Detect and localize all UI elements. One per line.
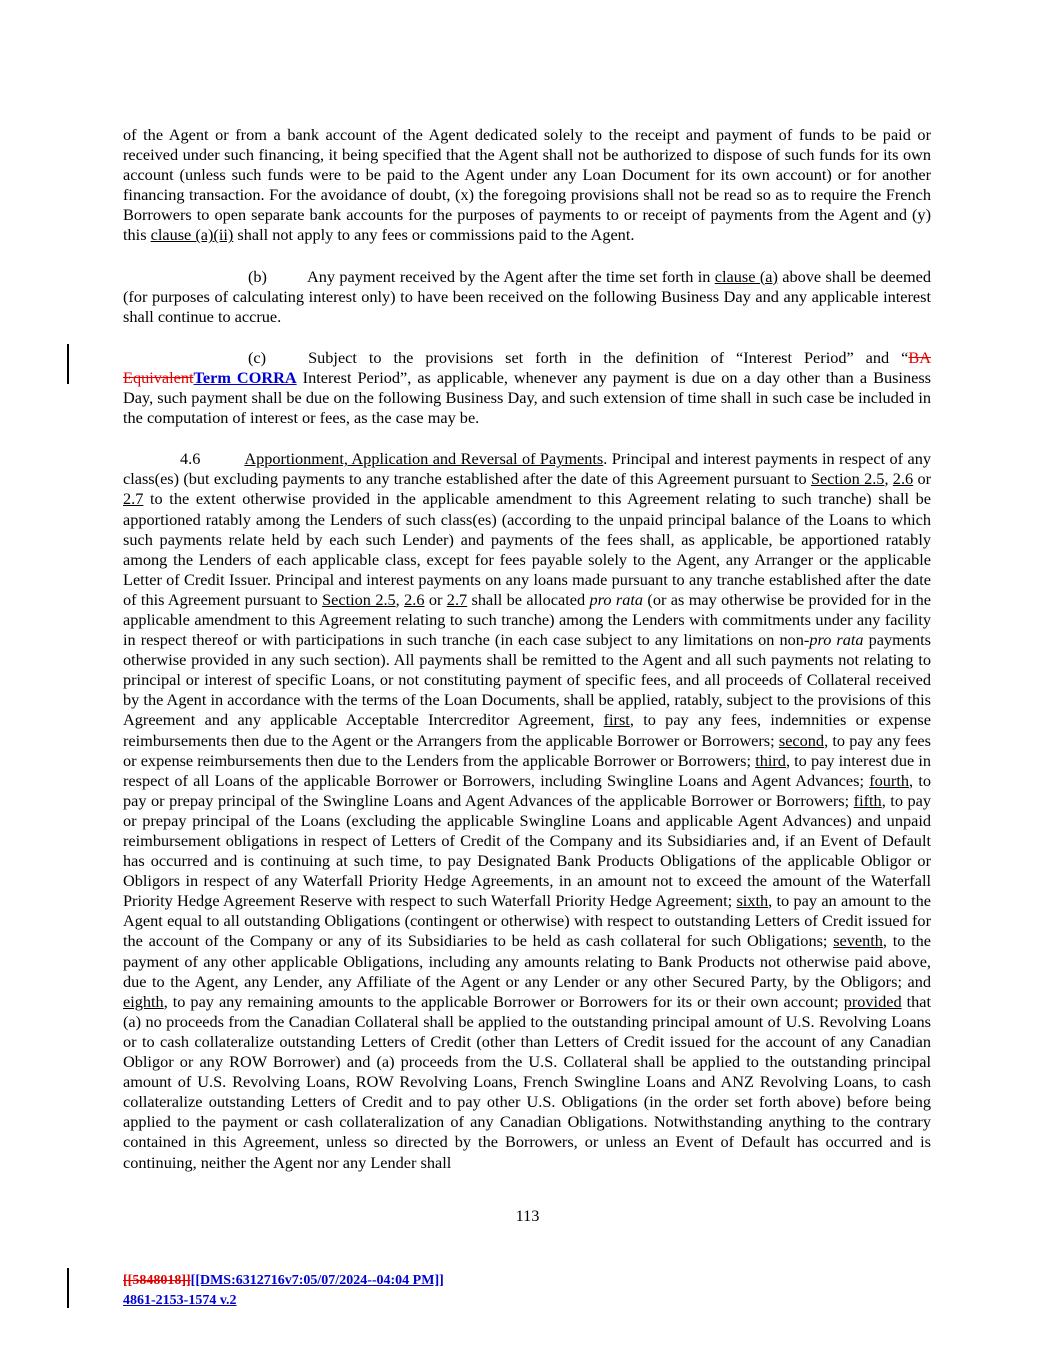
text-run: , to pay any fees or expense reimbursements then due to the Lenders from the applicable Borrower or Borrowers; <box>123 730 931 770</box>
text-run: third <box>755 750 786 770</box>
text-run: , to pay or prepay principal of the Loans (excluding the applicable Swingline Loans and applicable Agent Advances) and unpaid reimbursement obligations in respect of Letters of Credit of the Company and its Subsidiaries and, if an Event of Default has occurred and is continuing at such time, to pay Designated Bank Products Obligations of the applicable Obligor or Obligors in respect of any Waterfall Priority Hedge Agreements, in an amount not to exceed the amount of the Waterfall Priority Hedge Agreement Reserve with respect to such Waterfall Priority Hedge Agreement; <box>123 790 931 911</box>
text-run: , to the payment of any other applicable Obligations, including any amounts relating to Bank Products not otherwise paid above, due to the Agent, any Lender, any Affiliate of the Agent or any Lender or any other Secured Party, by the Obligors; and <box>123 931 932 991</box>
text-run: 2.6 <box>404 589 425 609</box>
text-run: Subject to the provisions set forth in the definition of “Interest Period” and “ <box>308 347 909 367</box>
text-run: . Principal and interest payments in respect of any class(es) (but excluding payments to any tranche established after the date of this Agreement pursuant to <box>123 449 931 489</box>
page-number: 113 <box>515 1206 540 1225</box>
text-run: or <box>424 589 447 609</box>
text-run: (or as may otherwise be provided for in the applicable amendment to this Agreement relating to such tranche) among the Lenders with commitments under any facility in respect thereof or with participations in such tranche (in each case subject to any limitations on non- <box>123 589 932 650</box>
tab-spacer <box>200 449 244 469</box>
text-run: provided <box>843 991 902 1011</box>
text-run: 2.7 <box>446 589 468 609</box>
text-run: of the Agent or from a bank account of the Agent dedicated solely to the receipt and payment of funds to be paid or received under such financing, it being specified that the Agent shall not be authorized to dispose of such funds for its own account (unless such funds were to be paid to the Agent under any Loan Document for its own account) or for another financing transaction. For the avoidance of doubt, (x) the foregoing provisions shall not be read so as to require the French Borrowers to open separate bank accounts for the purposes of payments to or receipt of payments from the Agent and (y) this <box>123 125 931 245</box>
text-run: that (a) no proceeds from the Canadian Collateral shall be applied to the outstanding principal amount of U.S. Revolving Loans or to cash collateralize outstanding Letters of Credit (other than Letters of Credit issued for the account of any Canadian Obligor or any ROW Borrower) and (a) proceeds from the U.S. Collateral shall be applied to the outstanding principal amount of U.S. Revolving Loans, ROW Revolving Loans, French Swingline Loans and ANZ Revolving Loans, to cash collateralize outstanding Letters of Credit and to pay other U.S. Obligations (in the order set forth above) before being applied to the payment or cash collateralization of any Canadian Obligations. Notwithstanding anything to the contrary contained in this Agreement, unless so directed by the Borrowers, or unless an Event of Default has occurred and is continuing, neither the Agent nor any Lender shall <box>123 991 932 1172</box>
text-run: (c) <box>248 347 267 367</box>
document-footer <box>123 1271 444 1310</box>
text-run: second <box>778 730 825 750</box>
text-run: 4861-2153-1574 v.2 <box>123 1292 237 1308</box>
tab-spacer <box>267 267 307 287</box>
text-run: Apportionment, Application and Reversal of Payments <box>244 449 604 469</box>
text-run: [[5848018]] <box>123 1273 191 1288</box>
paragraph-section-4-6 <box>123 449 931 1172</box>
text-run: first <box>603 710 630 730</box>
change-bar-paragraph-c <box>67 344 69 384</box>
text-run: , to pay or prepay principal of the Swingline Loans and Agent Advances of the applicable Borrower or Borrowers; <box>123 770 931 810</box>
text-run: , <box>395 589 405 609</box>
paragraph-b <box>123 267 931 327</box>
text-run: , to pay an amount to the Agent equal to all outstanding Obligations (contingent or otherwise) with respect to outstanding Letters of Credit issued for the account of the Company or any of its Subsidiaries to be held as cash collateral for such Obligations; <box>123 891 932 951</box>
text-run: to the extent otherwise provided in the applicable amendment to this Agreement relating to such tranche) shall be apportioned ratably among the Lenders of such class(es) (according to the unpaid principal balance of the Loans to which such payments relate held by each such Lender) and payments of the fees shall, as applicable, be apportioned ratably among the Lenders of each applicable class, except for fees payable solely to the Agent, any Arranger or the applicable Letter of Credit Issuer. Principal and interest payments on any loans made pursuant to any tranche established after the date of this Agreement pursuant to <box>123 489 931 609</box>
text-run: shall not apply to any fees or commissions paid to the Agent. <box>233 225 635 245</box>
text-run: shall be allocated <box>467 589 590 609</box>
text-run: above shall be deemed (for purposes of calculating interest only) to have been received on the following Business Day and any applicable interest shall continue to accrue. <box>123 266 931 326</box>
text-run: pro rata <box>589 589 644 609</box>
text-run: payments otherwise provided in any such section). All payments shall be remitted to the Agent and all such payments not relating to principal or interest of specific Loans, or not constituting payment of specific fees, and all proceeds of Collateral received by the Agent in accordance with the terms of the Loan Documents, shall be applied, ratably, subject to the provisions of this Agreement and any applicable Acceptable Intercreditor Agreement, <box>123 630 931 730</box>
text-run: (b) <box>248 266 267 286</box>
text-run: clause (a)(ii) <box>150 225 234 245</box>
text-run: , to pay any remaining amounts to the applicable Borrower or Borrowers for its or their own account; <box>163 991 844 1011</box>
text-run: Term CORRA <box>193 367 297 387</box>
text-run: 2.6 <box>892 469 914 489</box>
text-run: seventh <box>833 931 883 951</box>
footer-line-1 <box>123 1271 444 1291</box>
text-run: , to pay interest due in respect of all Loans of the applicable Borrower or Borrowers, including Swingline Loans and Agent Advances; <box>123 750 931 790</box>
document-body <box>123 125 931 1173</box>
text-run: eighth <box>123 991 164 1011</box>
text-run: or <box>913 469 932 489</box>
text-run: [[DMS:6312716v7:05/07/2024--04:04 PM]] <box>190 1273 444 1288</box>
text-run: Section 2.5 <box>810 469 885 489</box>
text-run: Any payment received by the Agent after the time set forth in <box>306 266 715 286</box>
text-run: clause (a) <box>714 266 778 286</box>
text-run: fifth <box>853 790 882 810</box>
paragraph-a-continuation <box>123 125 931 246</box>
change-bar-footer <box>67 1268 69 1308</box>
footer-line-2 <box>123 1291 444 1311</box>
text-run: Interest Period”, as applicable, whenever any payment is due on a day other than a Business Day, such payment shall be due on the following Business Day, and such extension of time shall in such case be included in the computation of interest or fees, as the case may be. <box>123 367 931 428</box>
text-run: sixth <box>736 891 769 911</box>
text-run: fourth <box>869 770 910 790</box>
text-run: Section 2.5 <box>322 589 396 609</box>
text-run: BA Equivalent <box>123 347 931 387</box>
paragraph-c <box>123 348 931 428</box>
text-run: 2.7 <box>123 489 144 509</box>
text-run: , to pay any fees, indemnities or expense reimbursements then due to the Agent or the Arrangers from the applicable Borrower or Borrowers; <box>123 710 931 750</box>
tab-spacer <box>266 348 308 368</box>
text-run: 4.6 <box>180 449 201 469</box>
text-run: pro rata <box>809 630 864 650</box>
text-run: , <box>884 469 893 489</box>
